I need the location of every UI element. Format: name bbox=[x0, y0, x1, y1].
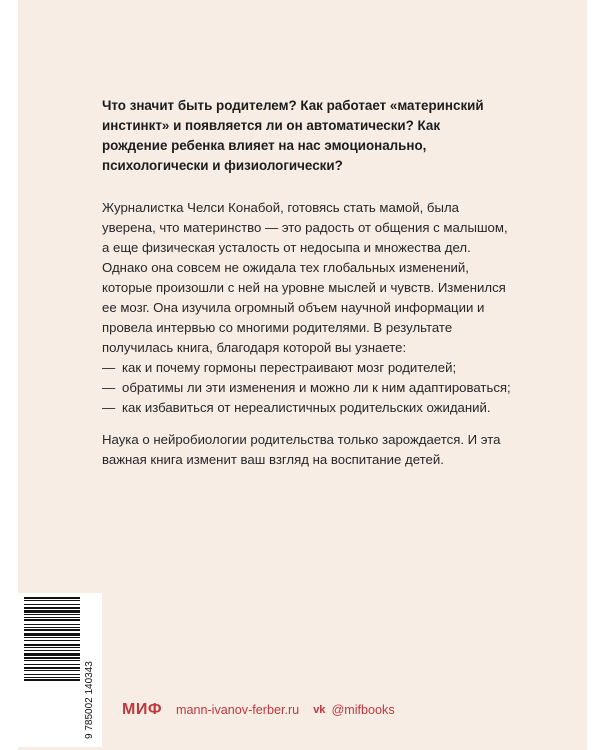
closing-paragraph: Наука о нейробиологии родительства только зарождается. И эта важная книга изменит ваш взгляд на воспитание детей. bbox=[102, 432, 501, 467]
barcode-bar bbox=[24, 657, 80, 659]
list-item-text: как избавиться от нереалистичных родительских ожиданий. bbox=[122, 400, 491, 415]
barcode-bar bbox=[24, 637, 80, 638]
barcode-bar bbox=[24, 604, 80, 605]
barcode-bar bbox=[24, 660, 80, 661]
isbn-barcode bbox=[18, 593, 102, 747]
dash-marker: — bbox=[102, 360, 116, 375]
vk-icon: vk bbox=[313, 704, 326, 716]
barcode-bar bbox=[24, 650, 80, 651]
barcode-bars bbox=[24, 597, 80, 681]
barcode-bar bbox=[24, 674, 80, 675]
publisher-logo: МИФ bbox=[122, 701, 162, 718]
publisher-website: mann-ivanov-ferber.ru bbox=[175, 703, 300, 717]
list-item-text: как и почему гормоны перестраивают мозг родителей; bbox=[122, 360, 457, 375]
description-block bbox=[102, 198, 512, 470]
barcode-bar bbox=[24, 644, 80, 646]
intro-paragraph: Журналистка Челси Конабой, готовясь стать мамой, была уверена, что материнство — это радость от общения с малышом, а еще физическая усталость от недосыпа и множества дел. Однако она совсем не ожидала тех глобальных изменений, которые произошли с ней на уровне мыслей и чувств. Изменился ее мозг. Она изучила огромный объем научной информации и провела интервью со многими родителями. В результате получилась книга, благодаря которой вы узнаете: bbox=[102, 200, 508, 355]
barcode-bar bbox=[24, 614, 80, 615]
takeaways-list bbox=[102, 358, 512, 418]
barcode-bar bbox=[24, 653, 80, 656]
barcode-bar bbox=[24, 647, 80, 648]
barcode-bar bbox=[24, 597, 80, 599]
barcode-bar bbox=[24, 629, 80, 631]
barcode-bar bbox=[24, 600, 80, 601]
barcode-bar bbox=[24, 664, 80, 665]
barcode-bar bbox=[24, 670, 80, 671]
barcode-bar bbox=[24, 610, 80, 613]
barcode-bar bbox=[24, 627, 80, 628]
barcode-bar bbox=[24, 633, 80, 636]
barcode-graphic bbox=[18, 593, 102, 747]
social-handle: @mifbooks bbox=[331, 703, 395, 717]
barcode-bar bbox=[24, 640, 80, 641]
publisher-footer bbox=[122, 700, 522, 720]
dash-marker: — bbox=[102, 380, 116, 395]
lead-questions: Что значит быть родителем? Как работает «материнский инстинкт» и появляется ли он автоматически? Как рождение ребенка влияет на нас эмоционально, психологически и физиологически? bbox=[102, 98, 484, 173]
isbn-digits: 9 785002 140343 bbox=[84, 661, 95, 739]
list-item-text: обратимы ли эти изменения и можно ли к ним адаптироваться; bbox=[122, 380, 511, 395]
barcode-bar bbox=[24, 667, 80, 669]
list-item bbox=[102, 378, 512, 398]
barcode-bar bbox=[24, 607, 80, 609]
barcode-bar bbox=[24, 679, 80, 681]
dash-marker: — bbox=[102, 400, 116, 415]
barcode-bar bbox=[24, 624, 80, 625]
list-item bbox=[102, 358, 512, 378]
barcode-bar bbox=[24, 617, 80, 618]
list-item bbox=[102, 398, 512, 418]
barcode-bar bbox=[24, 619, 80, 621]
barcode-bar bbox=[24, 677, 80, 678]
